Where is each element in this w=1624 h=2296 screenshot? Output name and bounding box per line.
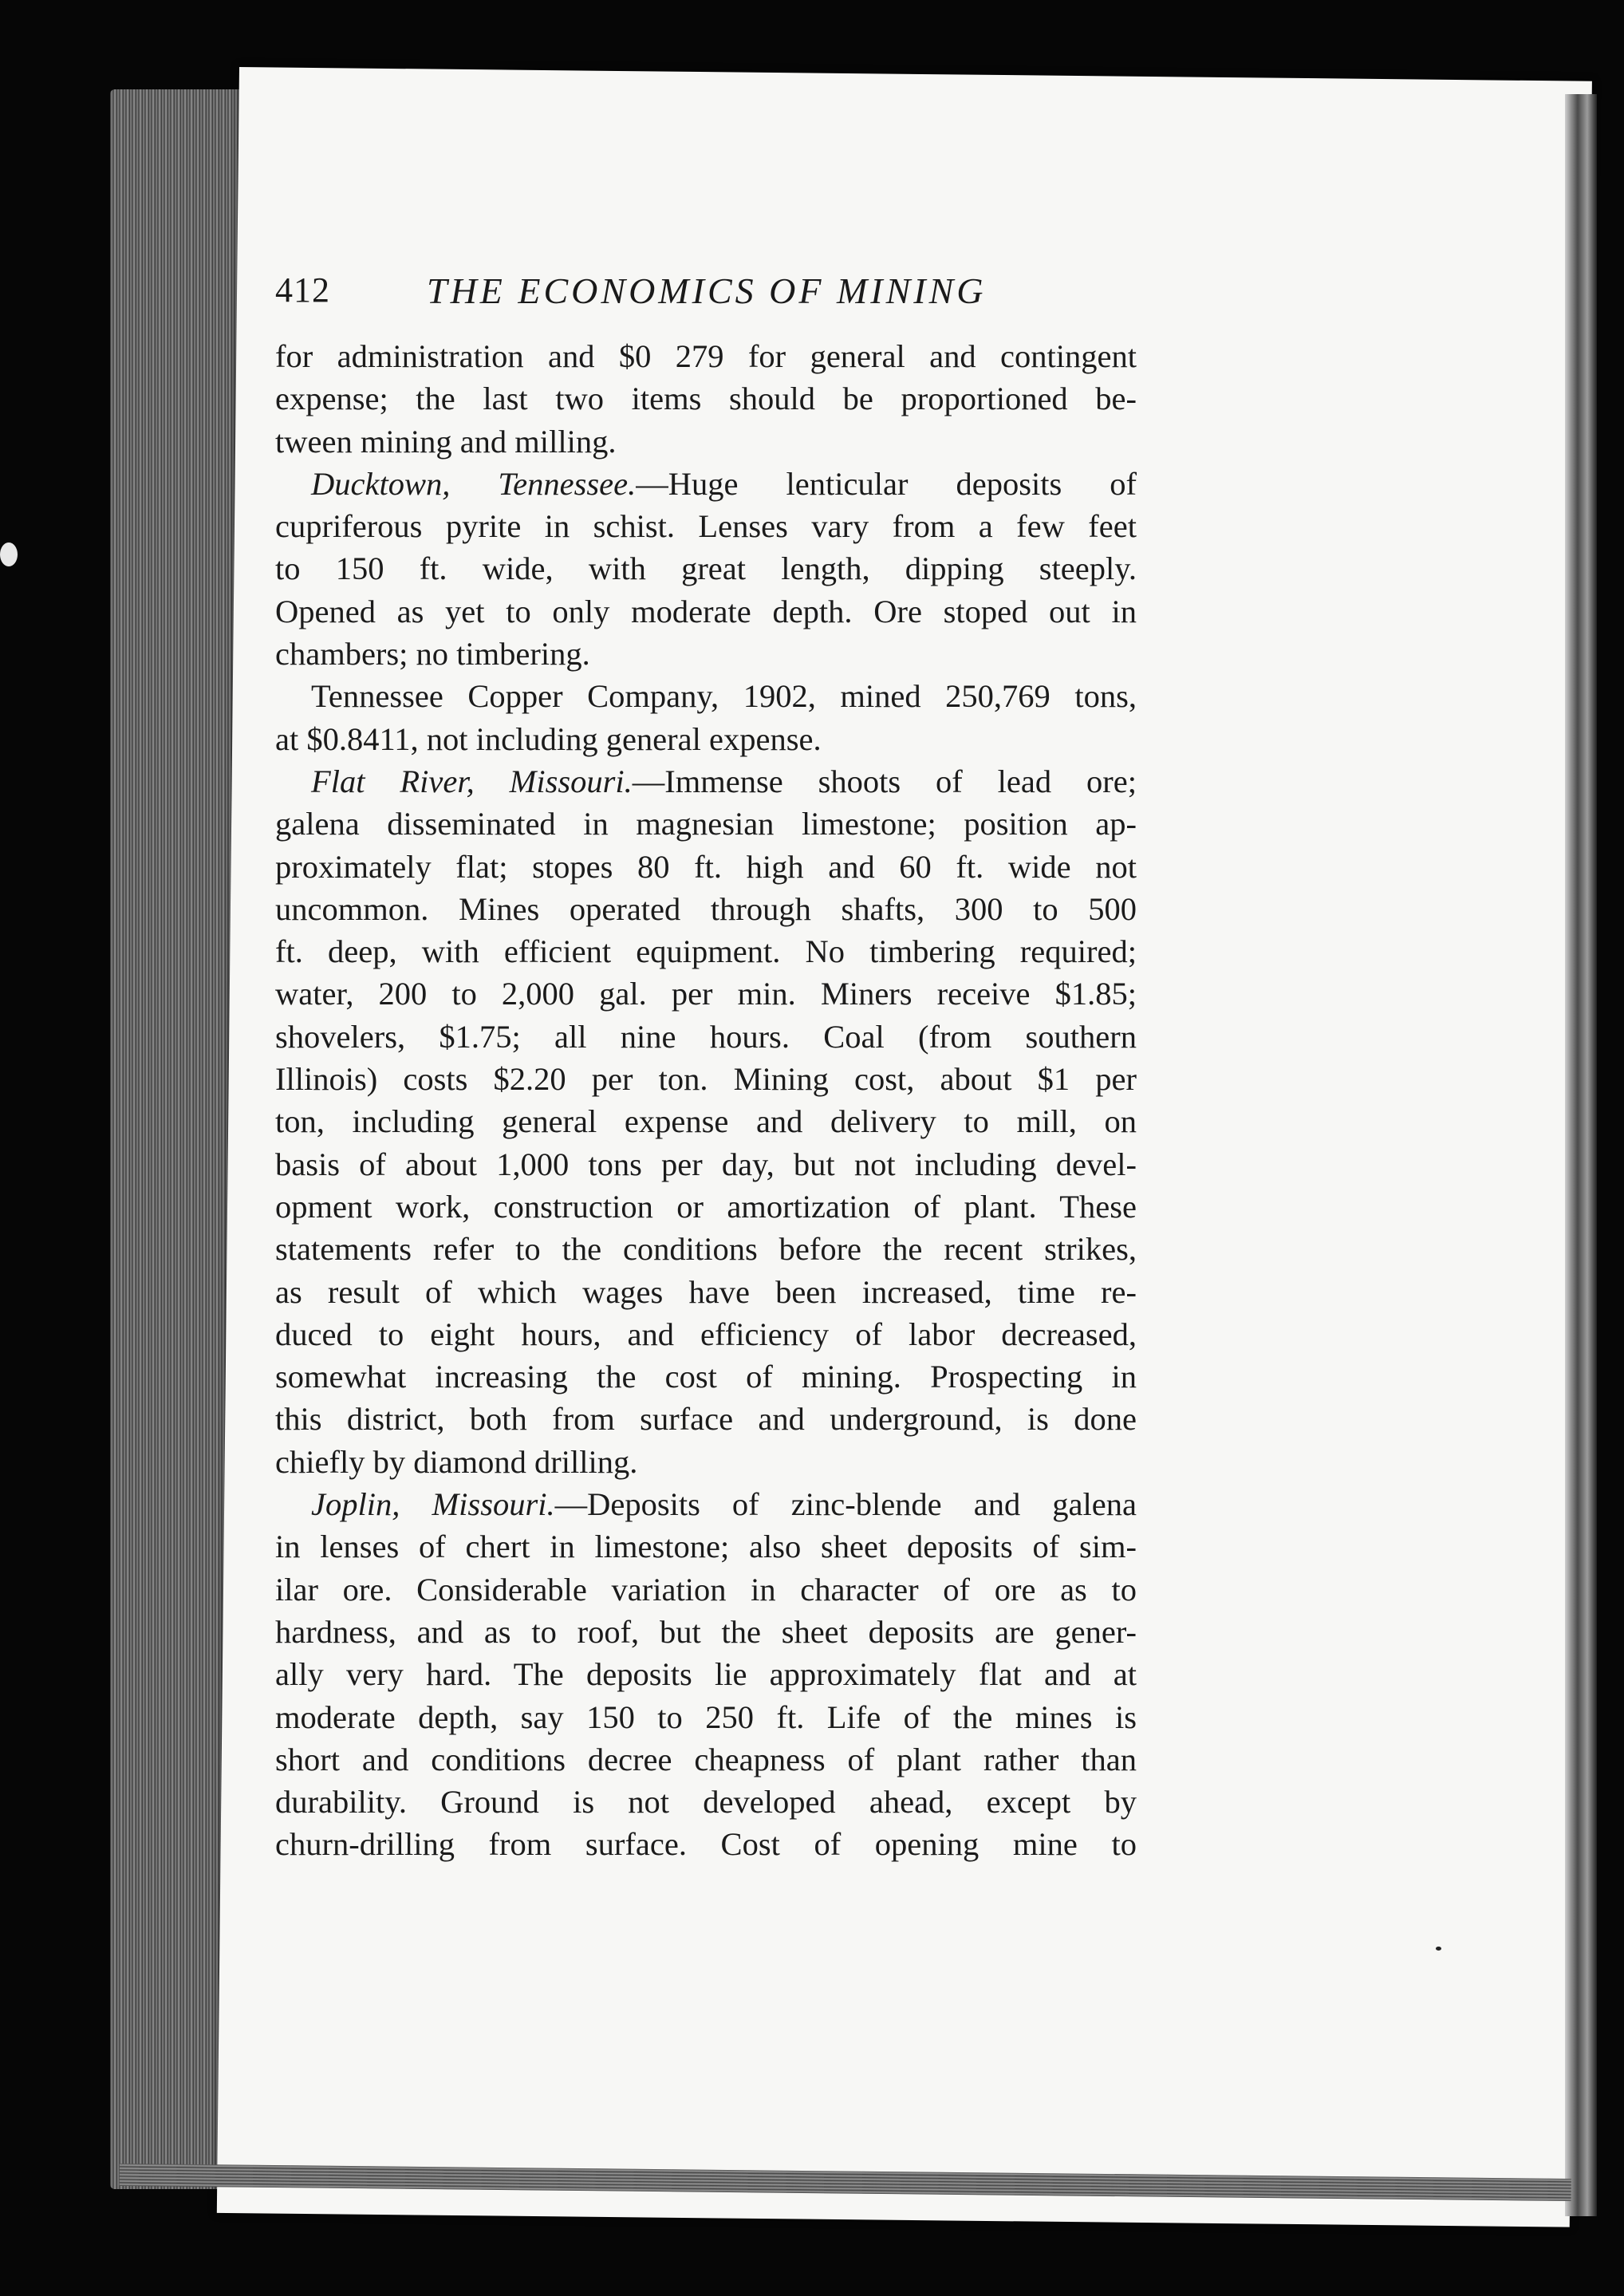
dust-speck — [0, 542, 18, 566]
running-head: THE ECONOMICS OF MINING — [427, 270, 987, 311]
text-line — [275, 1781, 1137, 1823]
text-line — [275, 463, 1137, 505]
text-run: —Deposits of zinc-blende and galena — [554, 1486, 1137, 1523]
text-line — [275, 675, 1137, 717]
text-run: moderate depth, say 150 to 250 ft. Life of the mines is — [275, 1698, 1137, 1735]
text-line — [275, 1058, 1137, 1100]
text-line — [275, 718, 1137, 760]
text-line — [275, 1483, 1137, 1525]
page-header — [275, 270, 1113, 325]
text-line — [275, 846, 1137, 888]
text-line — [275, 547, 1137, 590]
text-line — [275, 1355, 1137, 1398]
text-line — [275, 760, 1137, 803]
text-run: somewhat increasing the cost of mining. Prospecting in — [275, 1359, 1137, 1395]
text-line — [275, 590, 1137, 633]
text-run: short and conditions decree cheapness of plant rather than — [275, 1741, 1137, 1777]
dust-speck — [1436, 1947, 1441, 1951]
text-run: ton, including general expense and delivery to mill, on — [275, 1103, 1137, 1140]
section-heading: Ducktown, Tennessee. — [311, 465, 637, 502]
text-line — [275, 1568, 1137, 1611]
text-line — [275, 335, 1137, 377]
text-line — [275, 1611, 1137, 1653]
text-line — [275, 633, 1137, 675]
text-line — [275, 1228, 1137, 1270]
text-run: statements refer to the conditions before the recent strikes, — [275, 1231, 1137, 1268]
text-run: Opened as yet to only moderate depth. Ore stoped out in — [275, 593, 1137, 629]
text-run: churn-drilling from surface. Cost of opening mine to — [275, 1826, 1137, 1863]
text-line — [275, 1525, 1137, 1568]
text-run: tween mining and milling. — [275, 423, 617, 460]
text-run: opment work, construction or amortization of plant. These — [275, 1188, 1137, 1225]
text-line — [275, 930, 1137, 972]
text-line — [275, 803, 1137, 845]
text-line — [275, 1696, 1137, 1738]
text-line — [275, 420, 1137, 463]
text-line — [275, 972, 1137, 1015]
body-text — [275, 335, 1137, 1866]
text-run: ally very hard. The deposits lie approximately flat and at — [275, 1656, 1137, 1693]
text-line — [275, 1441, 1137, 1483]
text-run: water, 200 to 2,000 gal. per min. Miners receive $1.85; — [275, 976, 1137, 1012]
text-run: basis of about 1,000 tons per day, but not including devel- — [275, 1146, 1137, 1182]
text-run: Illinois) costs $2.20 per ton. Mining cost, about $1 per — [275, 1061, 1137, 1098]
text-run: —Immense shoots of lead ore; — [632, 763, 1137, 799]
text-run: as result of which wages have been increased, time re- — [275, 1273, 1137, 1310]
text-run: this district, both from surface and underground, is done — [275, 1401, 1137, 1438]
text-run: to 150 ft. wide, with great length, dipping steeply. — [275, 550, 1137, 587]
section-heading: Joplin, Missouri. — [311, 1486, 555, 1523]
text-line — [275, 1100, 1137, 1142]
text-run: expense; the last two items should be proportioned be- — [275, 381, 1137, 417]
text-run: for administration and $0 279 for general and contingent — [275, 338, 1137, 374]
text-run: shovelers, $1.75; all nine hours. Coal (from southern — [275, 1018, 1137, 1055]
facing-page-edge — [1565, 94, 1597, 2216]
text-line — [275, 505, 1137, 547]
text-run: Tennessee Copper Company, 1902, mined 250,769 tons, — [311, 678, 1137, 715]
text-line — [275, 1823, 1137, 1865]
text-run: hardness, and as to roof, but the sheet deposits are gener- — [275, 1613, 1137, 1650]
page-number: 412 — [275, 270, 330, 310]
text-run: durability. Ground is not developed ahead, except by — [275, 1784, 1137, 1821]
text-run: uncommon. Mines operated through shafts, 300 to 500 — [275, 890, 1137, 927]
text-run: proximately flat; stopes 80 ft. high and 60 ft. wide not — [275, 848, 1137, 885]
text-run: ilar ore. Considerable variation in character of ore as to — [275, 1571, 1137, 1608]
text-run: chiefly by diamond drilling. — [275, 1443, 638, 1480]
text-line — [275, 1738, 1137, 1781]
text-line — [275, 1271, 1137, 1313]
text-line — [275, 1313, 1137, 1355]
text-line — [275, 1185, 1137, 1228]
text-line — [275, 1143, 1137, 1185]
text-line — [275, 888, 1137, 930]
text-run: ft. deep, with efficient equipment. No timbering required; — [275, 933, 1137, 970]
text-run: duced to eight hours, and efficiency of labor decreased, — [275, 1316, 1137, 1352]
text-line — [275, 1653, 1137, 1695]
text-run: at $0.8411, not including general expense. — [275, 720, 822, 757]
text-run: cupriferous pyrite in schist. Lenses vary from a few feet — [275, 508, 1137, 545]
section-heading: Flat River, Missouri. — [311, 763, 633, 799]
text-line — [275, 1398, 1137, 1440]
text-run: chambers; no timbering. — [275, 636, 590, 673]
text-run: in lenses of chert in limestone; also sheet deposits of sim- — [275, 1529, 1137, 1565]
text-run: —Huge lenticular deposits of — [636, 465, 1137, 502]
text-run: galena disseminated in magnesian limestone; position ap- — [275, 806, 1137, 842]
text-line — [275, 377, 1137, 420]
text-line — [275, 1016, 1137, 1058]
